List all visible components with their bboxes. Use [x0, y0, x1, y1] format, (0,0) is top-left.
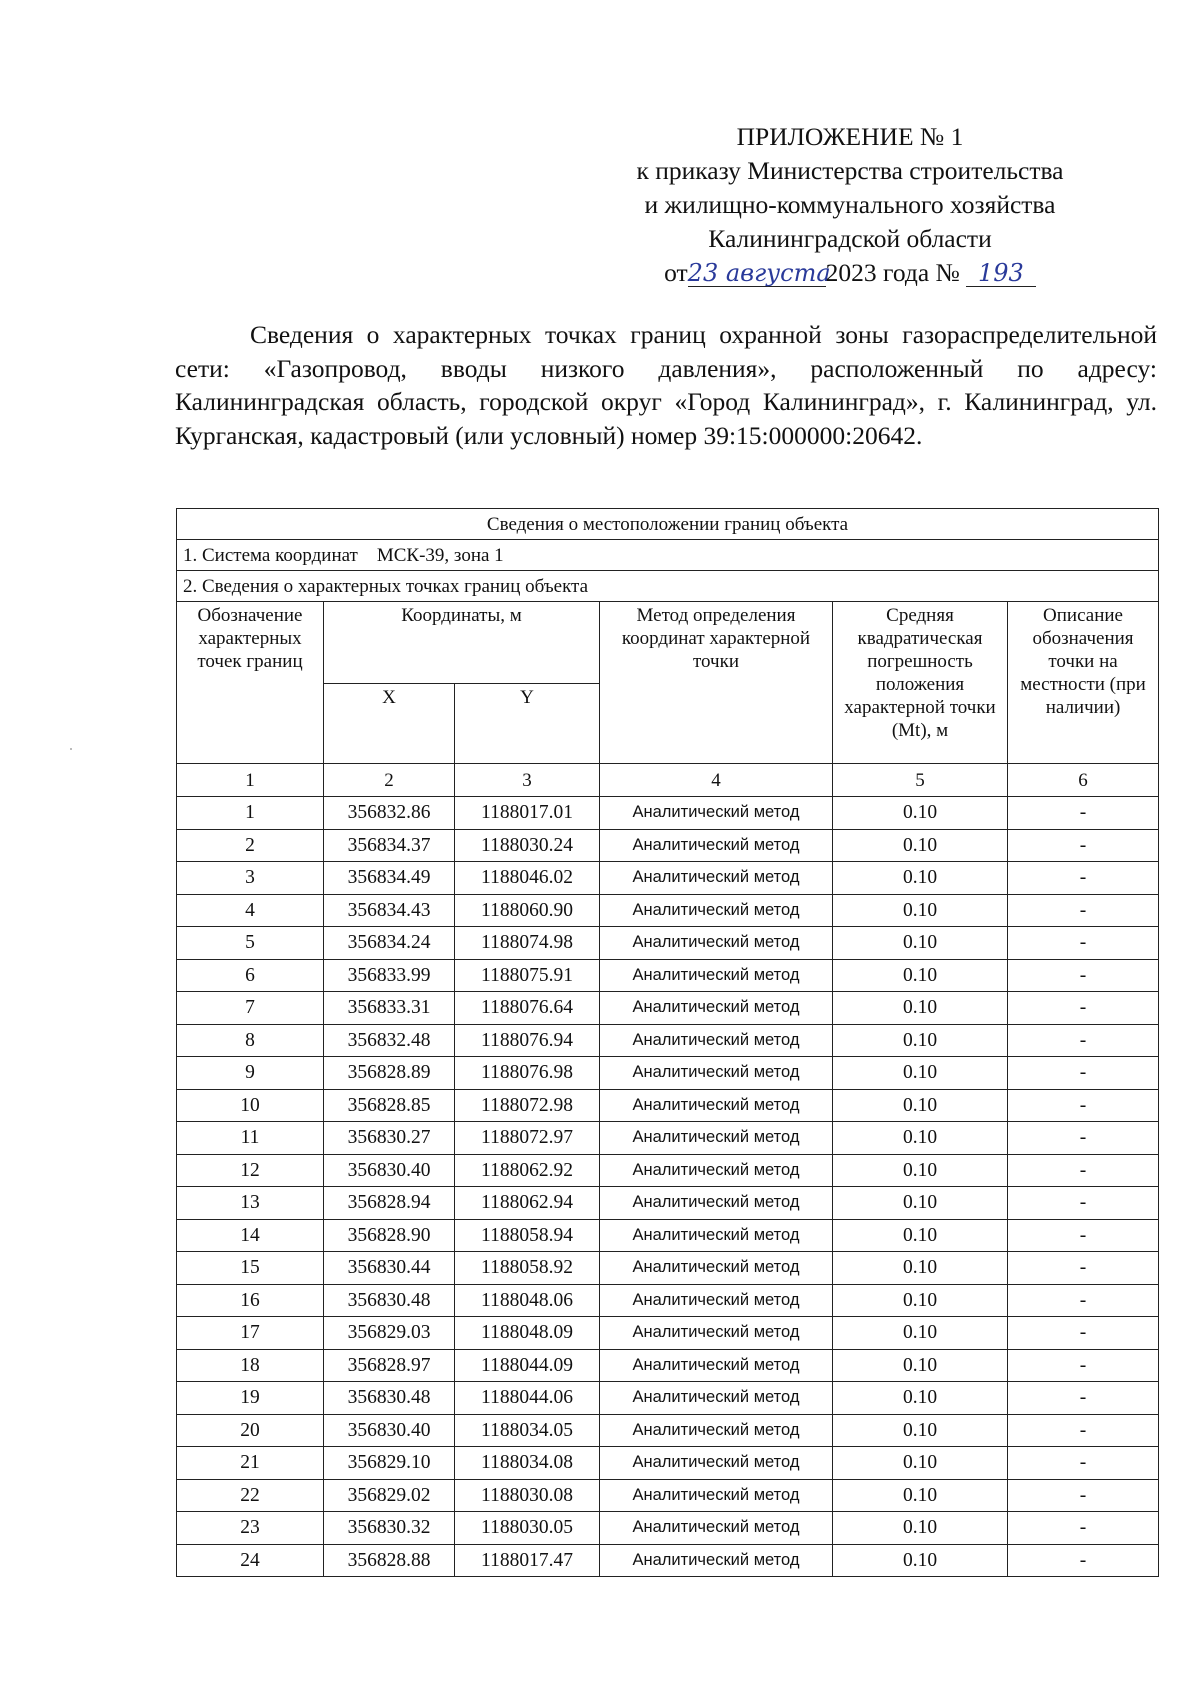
- point-number-cell: 4: [177, 894, 324, 927]
- method-cell: Аналитический метод: [600, 1154, 833, 1187]
- method-cell: Аналитический метод: [600, 1187, 833, 1220]
- error-cell: 0.10: [833, 829, 1008, 862]
- method-cell: Аналитический метод: [600, 1219, 833, 1252]
- column-numbers-row: [177, 764, 1159, 797]
- table-row: [177, 1382, 1159, 1415]
- point-number-cell: 2: [177, 829, 324, 862]
- table-row: [177, 1122, 1159, 1155]
- x-coordinate-cell: 356829.03: [324, 1317, 455, 1350]
- description-cell: -: [1008, 1382, 1159, 1415]
- description-cell: -: [1008, 1544, 1159, 1577]
- description-cell: -: [1008, 862, 1159, 895]
- date-suffix: 2023 года №: [825, 258, 960, 287]
- table-row: [177, 1349, 1159, 1382]
- x-coordinate-cell: 356828.88: [324, 1544, 455, 1577]
- description-cell: -: [1008, 992, 1159, 1025]
- table-row: [177, 927, 1159, 960]
- column-number: 1: [177, 764, 324, 797]
- description-cell: -: [1008, 1057, 1159, 1090]
- y-coordinate-cell: 1188048.06: [455, 1284, 600, 1317]
- method-cell: Аналитический метод: [600, 1284, 833, 1317]
- table-row: [177, 1414, 1159, 1447]
- x-coordinate-cell: 356830.40: [324, 1414, 455, 1447]
- table-row: [177, 1089, 1159, 1122]
- description-cell: -: [1008, 959, 1159, 992]
- y-coordinate-cell: 1188030.08: [455, 1479, 600, 1512]
- point-number-cell: 7: [177, 992, 324, 1025]
- method-cell: Аналитический метод: [600, 1024, 833, 1057]
- y-coordinate-cell: 1188062.94: [455, 1187, 600, 1220]
- table-title: Сведения о местоположении границ объекта: [177, 509, 1159, 540]
- x-coordinate-cell: 356830.27: [324, 1122, 455, 1155]
- table-row: [177, 862, 1159, 895]
- y-coordinate-cell: 1188030.05: [455, 1512, 600, 1545]
- handwritten-date: 23 августа: [687, 259, 831, 287]
- appendix-title: ПРИЛОЖЕНИЕ № 1: [736, 122, 964, 151]
- point-number-cell: 17: [177, 1317, 324, 1350]
- point-number-cell: 24: [177, 1544, 324, 1577]
- error-cell: 0.10: [833, 959, 1008, 992]
- method-cell: Аналитический метод: [600, 959, 833, 992]
- method-cell: Аналитический метод: [600, 1414, 833, 1447]
- method-cell: Аналитический метод: [600, 797, 833, 830]
- description-cell: -: [1008, 797, 1159, 830]
- method-cell: Аналитический метод: [600, 1057, 833, 1090]
- method-cell: Аналитический метод: [600, 1089, 833, 1122]
- y-coordinate-cell: 1188058.94: [455, 1219, 600, 1252]
- error-cell: 0.10: [833, 1252, 1008, 1285]
- method-cell: Аналитический метод: [600, 927, 833, 960]
- x-coordinate-cell: 356834.24: [324, 927, 455, 960]
- description-cell: -: [1008, 1414, 1159, 1447]
- point-number-cell: 18: [177, 1349, 324, 1382]
- x-coordinate-cell: 356830.48: [324, 1382, 455, 1415]
- method-cell: Аналитический метод: [600, 1122, 833, 1155]
- description-cell: -: [1008, 1317, 1159, 1350]
- column-number: 6: [1008, 764, 1159, 797]
- x-coordinate-cell: 356828.89: [324, 1057, 455, 1090]
- description-cell: -: [1008, 1122, 1159, 1155]
- method-cell: Аналитический метод: [600, 829, 833, 862]
- method-cell: Аналитический метод: [600, 1512, 833, 1545]
- appendix-line-region: Калининградской области: [708, 224, 992, 253]
- x-coordinate-cell: 356829.02: [324, 1479, 455, 1512]
- description-cell: -: [1008, 1349, 1159, 1382]
- point-number-cell: 8: [177, 1024, 324, 1057]
- header-x: X: [324, 684, 455, 764]
- x-coordinate-cell: 356830.40: [324, 1154, 455, 1187]
- header-description: Описание обозначения точки на местности (при наличии): [1008, 602, 1159, 764]
- description-cell: -: [1008, 1284, 1159, 1317]
- point-number-cell: 20: [177, 1414, 324, 1447]
- method-cell: Аналитический метод: [600, 1544, 833, 1577]
- description-cell: -: [1008, 927, 1159, 960]
- x-coordinate-cell: 356828.85: [324, 1089, 455, 1122]
- table-row: [177, 1512, 1159, 1545]
- point-number-cell: 3: [177, 862, 324, 895]
- y-coordinate-cell: 1188076.64: [455, 992, 600, 1025]
- table-row: [177, 959, 1159, 992]
- table-row: [177, 1057, 1159, 1090]
- column-number: 4: [600, 764, 833, 797]
- point-number-cell: 6: [177, 959, 324, 992]
- y-coordinate-cell: 1188034.08: [455, 1447, 600, 1480]
- date-prefix: от: [664, 258, 688, 287]
- method-cell: Аналитический метод: [600, 1479, 833, 1512]
- x-coordinate-cell: 356828.90: [324, 1219, 455, 1252]
- section-2-heading: 2. Сведения о характерных точках границ объекта: [177, 571, 1159, 602]
- error-cell: 0.10: [833, 1414, 1008, 1447]
- x-coordinate-cell: 356833.31: [324, 992, 455, 1025]
- y-coordinate-cell: 1188044.09: [455, 1349, 600, 1382]
- y-coordinate-cell: 1188076.98: [455, 1057, 600, 1090]
- description-cell: -: [1008, 1447, 1159, 1480]
- error-cell: 0.10: [833, 1024, 1008, 1057]
- table-row: [177, 1317, 1159, 1350]
- error-cell: 0.10: [833, 797, 1008, 830]
- description-cell: -: [1008, 1187, 1159, 1220]
- y-coordinate-cell: 1188074.98: [455, 927, 600, 960]
- coord-system-value: МСК-39, зона 1: [376, 544, 504, 566]
- table-row: [177, 1219, 1159, 1252]
- point-number-cell: 1: [177, 797, 324, 830]
- y-coordinate-cell: 1188017.47: [455, 1544, 600, 1577]
- description-cell: -: [1008, 1154, 1159, 1187]
- description-cell: -: [1008, 1219, 1159, 1252]
- table-row: [177, 894, 1159, 927]
- header-method: Метод определения координат характерной точки: [600, 602, 833, 764]
- y-coordinate-cell: 1188044.06: [455, 1382, 600, 1415]
- error-cell: 0.10: [833, 1544, 1008, 1577]
- table-row: [177, 1187, 1159, 1220]
- error-cell: 0.10: [833, 1122, 1008, 1155]
- y-coordinate-cell: 1188072.97: [455, 1122, 600, 1155]
- y-coordinate-cell: 1188048.09: [455, 1317, 600, 1350]
- y-coordinate-cell: 1188076.94: [455, 1024, 600, 1057]
- header-y: Y: [455, 684, 600, 764]
- error-cell: 0.10: [833, 1382, 1008, 1415]
- table-row: [177, 829, 1159, 862]
- table-row: [177, 1024, 1159, 1057]
- table-row: [177, 797, 1159, 830]
- x-coordinate-cell: 356829.10: [324, 1447, 455, 1480]
- point-number-cell: 22: [177, 1479, 324, 1512]
- error-cell: 0.10: [833, 992, 1008, 1025]
- error-cell: 0.10: [833, 894, 1008, 927]
- x-coordinate-cell: 356830.32: [324, 1512, 455, 1545]
- description-cell: -: [1008, 1024, 1159, 1057]
- y-coordinate-cell: 1188030.24: [455, 829, 600, 862]
- column-number: 2: [324, 764, 455, 797]
- point-number-cell: 21: [177, 1447, 324, 1480]
- error-cell: 0.10: [833, 1284, 1008, 1317]
- x-coordinate-cell: 356832.48: [324, 1024, 455, 1057]
- method-cell: Аналитический метод: [600, 1252, 833, 1285]
- boundary-points-table: [176, 508, 1159, 1577]
- y-coordinate-cell: 1188062.92: [455, 1154, 600, 1187]
- y-coordinate-cell: 1188072.98: [455, 1089, 600, 1122]
- point-number-cell: 23: [177, 1512, 324, 1545]
- method-cell: Аналитический метод: [600, 992, 833, 1025]
- table-row: [177, 1284, 1159, 1317]
- appendix-header: [600, 120, 1100, 290]
- header-coords: Координаты, м: [324, 602, 600, 684]
- y-coordinate-cell: 1188046.02: [455, 862, 600, 895]
- method-cell: Аналитический метод: [600, 1447, 833, 1480]
- description-cell: -: [1008, 1252, 1159, 1285]
- point-number-cell: 14: [177, 1219, 324, 1252]
- method-cell: Аналитический метод: [600, 862, 833, 895]
- description-cell: -: [1008, 1512, 1159, 1545]
- error-cell: 0.10: [833, 1187, 1008, 1220]
- y-coordinate-cell: 1188075.91: [455, 959, 600, 992]
- description-cell: -: [1008, 829, 1159, 862]
- point-number-cell: 12: [177, 1154, 324, 1187]
- column-number: 3: [455, 764, 600, 797]
- point-number-cell: 19: [177, 1382, 324, 1415]
- x-coordinate-cell: 356832.86: [324, 797, 455, 830]
- point-number-cell: 10: [177, 1089, 324, 1122]
- y-coordinate-cell: 1188017.01: [455, 797, 600, 830]
- point-number-cell: 11: [177, 1122, 324, 1155]
- point-number-cell: 13: [177, 1187, 324, 1220]
- description-cell: -: [1008, 1089, 1159, 1122]
- header-error: Средняя квадратическая погрешность положения характерной точки (Mt), м: [833, 602, 1008, 764]
- point-number-cell: 5: [177, 927, 324, 960]
- scan-speck: [70, 748, 72, 750]
- table-row: [177, 1252, 1159, 1285]
- method-cell: Аналитический метод: [600, 894, 833, 927]
- description-cell: -: [1008, 894, 1159, 927]
- table-row: [177, 992, 1159, 1025]
- error-cell: 0.10: [833, 1154, 1008, 1187]
- coord-system-row: [177, 540, 1159, 571]
- y-coordinate-cell: 1188058.92: [455, 1252, 600, 1285]
- x-coordinate-cell: 356830.44: [324, 1252, 455, 1285]
- x-coordinate-cell: 356834.43: [324, 894, 455, 927]
- table-row: [177, 1479, 1159, 1512]
- handwritten-order-number: 193: [966, 260, 1036, 287]
- point-number-cell: 16: [177, 1284, 324, 1317]
- appendix-line-ministry: и жилищно-коммунального хозяйства: [644, 190, 1056, 219]
- header-point: Обозначение характерных точек границ: [177, 602, 324, 764]
- x-coordinate-cell: 356828.97: [324, 1349, 455, 1382]
- table-row: [177, 1544, 1159, 1577]
- y-coordinate-cell: 1188060.90: [455, 894, 600, 927]
- error-cell: 0.10: [833, 927, 1008, 960]
- x-coordinate-cell: 356834.49: [324, 862, 455, 895]
- error-cell: 0.10: [833, 862, 1008, 895]
- error-cell: 0.10: [833, 1317, 1008, 1350]
- method-cell: Аналитический метод: [600, 1349, 833, 1382]
- x-coordinate-cell: 356830.48: [324, 1284, 455, 1317]
- x-coordinate-cell: 356834.37: [324, 829, 455, 862]
- error-cell: 0.10: [833, 1057, 1008, 1090]
- error-cell: 0.10: [833, 1479, 1008, 1512]
- intro-paragraph: Сведения о характерных точках границ охранной зоны газораспределительной сети: «Газопровод, вводы низкого давления», расположенный по адресу: Калининградская область, городской округ «Город Калининград», г. Калининград, ул. Курганская, кадастровый (или условный) номер 39:15:000000:20642.: [175, 320, 1157, 450]
- y-coordinate-cell: 1188034.05: [455, 1414, 600, 1447]
- method-cell: Аналитический метод: [600, 1382, 833, 1415]
- coord-system-label: 1. Система координат: [183, 544, 358, 566]
- error-cell: 0.10: [833, 1512, 1008, 1545]
- appendix-line-order: к приказу Министерства строительства: [636, 156, 1064, 185]
- table-row: [177, 1154, 1159, 1187]
- point-number-cell: 15: [177, 1252, 324, 1285]
- table-row: [177, 1447, 1159, 1480]
- point-number-cell: 9: [177, 1057, 324, 1090]
- x-coordinate-cell: 356828.94: [324, 1187, 455, 1220]
- error-cell: 0.10: [833, 1089, 1008, 1122]
- x-coordinate-cell: 356833.99: [324, 959, 455, 992]
- appendix-date-line: [600, 256, 1100, 290]
- error-cell: 0.10: [833, 1219, 1008, 1252]
- method-cell: Аналитический метод: [600, 1317, 833, 1350]
- error-cell: 0.10: [833, 1349, 1008, 1382]
- error-cell: 0.10: [833, 1447, 1008, 1480]
- column-number: 5: [833, 764, 1008, 797]
- description-cell: -: [1008, 1479, 1159, 1512]
